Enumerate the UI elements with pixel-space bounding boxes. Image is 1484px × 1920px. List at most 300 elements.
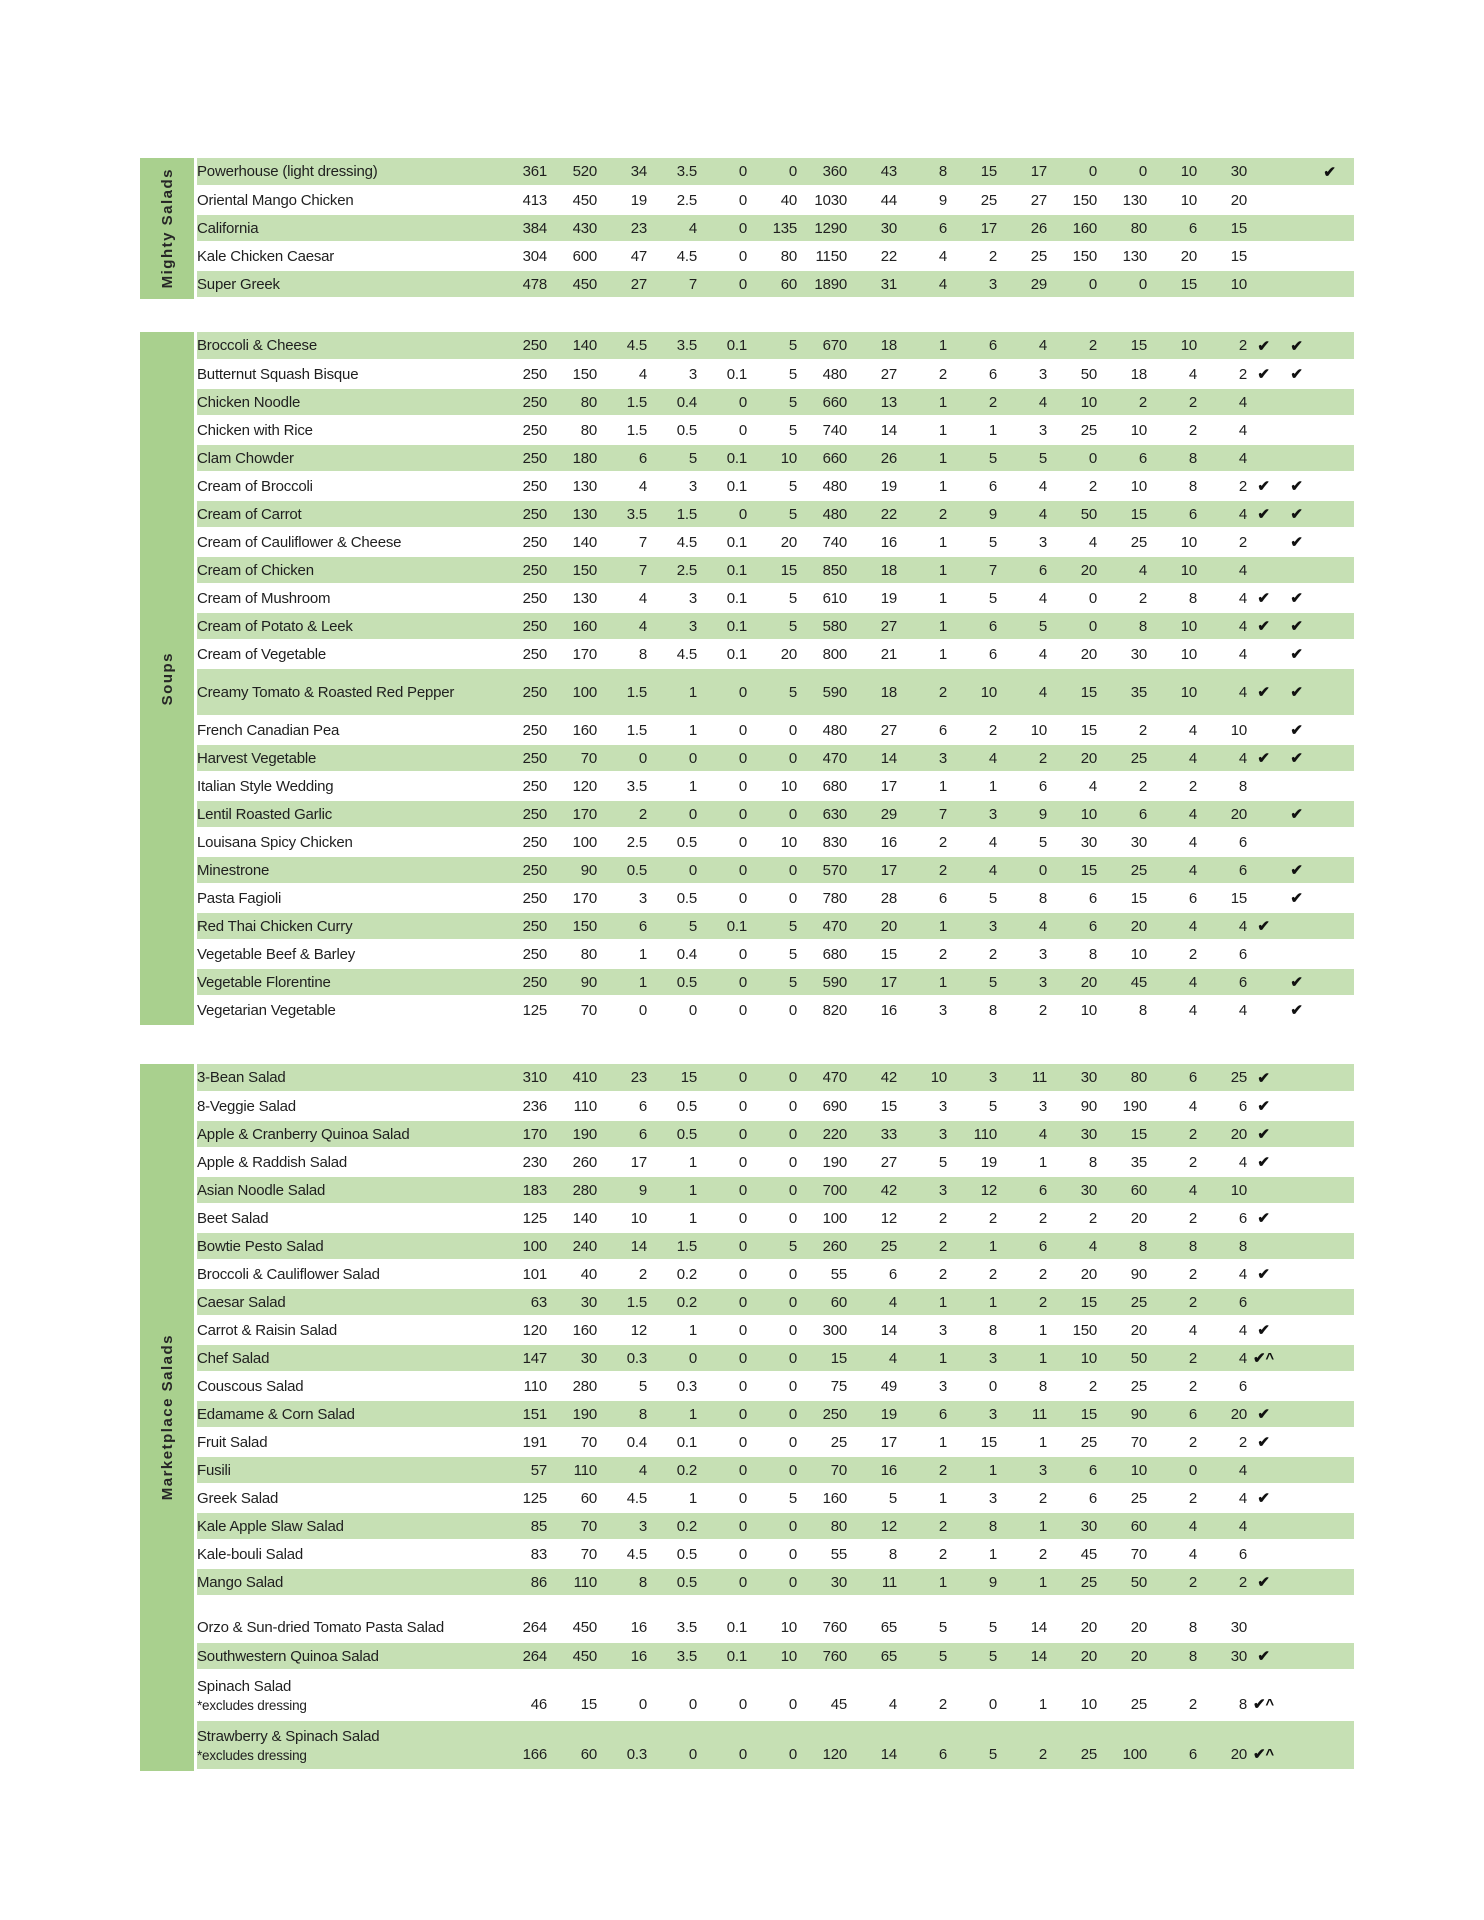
row-pad bbox=[1346, 744, 1354, 772]
value-cell: 250 bbox=[497, 884, 547, 912]
value-cell: 1 bbox=[997, 1148, 1047, 1176]
value-cell: 4 bbox=[997, 584, 1047, 612]
value-cell: 2 bbox=[1197, 360, 1247, 388]
value-cell: 4.5 bbox=[647, 242, 697, 270]
value-cell: 0 bbox=[597, 996, 647, 1024]
value-cell: 0.5 bbox=[647, 1092, 697, 1120]
value-cell: 35 bbox=[1097, 1148, 1147, 1176]
value-cell: 60 bbox=[547, 1484, 597, 1512]
value-cell: 5 bbox=[947, 1720, 997, 1770]
value-cell: 110 bbox=[547, 1092, 597, 1120]
value-cell: 4 bbox=[1047, 772, 1097, 800]
table-row bbox=[197, 1092, 1354, 1120]
value-cell: 0 bbox=[647, 996, 697, 1024]
value-cell: 55 bbox=[797, 1260, 847, 1288]
table-row bbox=[197, 968, 1354, 996]
table-row bbox=[197, 940, 1354, 968]
value-cell: 3 bbox=[897, 1092, 947, 1120]
value-cell: 250 bbox=[497, 528, 547, 556]
item-name-text: Butternut Squash Bisque bbox=[197, 365, 359, 383]
value-cell: 690 bbox=[797, 1092, 847, 1120]
value-cell: 6 bbox=[947, 332, 997, 360]
value-cell: 75 bbox=[797, 1372, 847, 1400]
item-name bbox=[197, 1288, 497, 1316]
nutrition-table bbox=[197, 158, 1354, 299]
value-cell: 6 bbox=[997, 556, 1047, 584]
value-cell: 800 bbox=[797, 640, 847, 668]
row-pad bbox=[1346, 158, 1354, 186]
check-cell bbox=[1280, 416, 1313, 444]
table-row bbox=[197, 1288, 1354, 1316]
value-cell: 0 bbox=[697, 940, 747, 968]
item-name-text: Pasta Fagioli bbox=[197, 889, 282, 907]
item-name-text: Broccoli & Cheese bbox=[197, 337, 317, 354]
value-cell: 65 bbox=[847, 1614, 897, 1642]
value-cell: 0 bbox=[697, 186, 747, 214]
row-pad bbox=[1346, 1642, 1354, 1670]
table-row bbox=[197, 800, 1354, 828]
table-row bbox=[197, 584, 1354, 612]
item-name bbox=[197, 1456, 497, 1484]
check-mark: ✔ bbox=[1280, 360, 1313, 388]
table-row bbox=[197, 668, 1354, 716]
value-cell: 100 bbox=[497, 1232, 547, 1260]
check-cell bbox=[1280, 1372, 1313, 1400]
value-cell: 63 bbox=[497, 1288, 547, 1316]
value-cell: 44 bbox=[847, 186, 897, 214]
value-cell: 17 bbox=[597, 1148, 647, 1176]
check-mark: ✔ bbox=[1313, 158, 1346, 186]
value-cell: 250 bbox=[497, 472, 547, 500]
value-cell: 0 bbox=[697, 1400, 747, 1428]
value-cell: 250 bbox=[497, 912, 547, 940]
check-cell bbox=[1313, 1064, 1346, 1092]
check-cell bbox=[1247, 214, 1280, 242]
item-name bbox=[197, 1614, 497, 1642]
item-name bbox=[197, 1642, 497, 1670]
value-cell: 20 bbox=[747, 640, 797, 668]
value-cell: 25 bbox=[1097, 1288, 1147, 1316]
value-cell: 4 bbox=[997, 472, 1047, 500]
value-cell: 17 bbox=[997, 158, 1047, 186]
item-name-text: Louisana Spicy Chicken bbox=[197, 833, 353, 851]
value-cell: 760 bbox=[797, 1614, 847, 1642]
value-cell: 0.1 bbox=[697, 472, 747, 500]
value-cell: 480 bbox=[797, 716, 847, 744]
table-row bbox=[197, 1064, 1354, 1092]
row-pad bbox=[1346, 1400, 1354, 1428]
value-cell: 1 bbox=[897, 472, 947, 500]
value-cell: 17 bbox=[847, 968, 897, 996]
value-cell: 20 bbox=[1197, 186, 1247, 214]
table-row bbox=[197, 1260, 1354, 1288]
value-cell: 3 bbox=[947, 270, 997, 298]
value-cell: 250 bbox=[497, 800, 547, 828]
value-cell: 49 bbox=[847, 1372, 897, 1400]
check-cell bbox=[1247, 242, 1280, 270]
value-cell: 15 bbox=[1047, 1400, 1097, 1428]
value-cell: 1 bbox=[897, 556, 947, 584]
value-cell: 6 bbox=[1047, 1484, 1097, 1512]
item-name-text: Vegetable Beef & Barley bbox=[197, 945, 356, 963]
value-cell: 3.5 bbox=[647, 1642, 697, 1670]
value-cell: 2 bbox=[997, 744, 1047, 772]
value-cell: 6 bbox=[1047, 1456, 1097, 1484]
value-cell: 1 bbox=[947, 1232, 997, 1260]
check-cell bbox=[1247, 270, 1280, 298]
value-cell: 50 bbox=[1047, 500, 1097, 528]
check-cell bbox=[1313, 1316, 1346, 1344]
value-cell: 3 bbox=[997, 416, 1047, 444]
value-cell: 10 bbox=[1047, 1344, 1097, 1372]
value-cell: 0.1 bbox=[697, 640, 747, 668]
table-row bbox=[197, 270, 1354, 298]
value-cell: 17 bbox=[847, 772, 897, 800]
check-cell bbox=[1280, 444, 1313, 472]
item-name bbox=[197, 332, 497, 360]
value-cell: 4 bbox=[1197, 912, 1247, 940]
value-cell: 190 bbox=[1097, 1092, 1147, 1120]
value-cell: 4 bbox=[997, 668, 1047, 716]
section-mighty-salads bbox=[140, 158, 1354, 299]
value-cell: 6 bbox=[1197, 1204, 1247, 1232]
value-cell: 0.3 bbox=[597, 1344, 647, 1372]
value-cell: 60 bbox=[547, 1720, 597, 1770]
item-name bbox=[197, 940, 497, 968]
value-cell: 0.4 bbox=[597, 1428, 647, 1456]
value-cell: 80 bbox=[547, 388, 597, 416]
table-row bbox=[197, 996, 1354, 1024]
value-cell: 610 bbox=[797, 584, 847, 612]
value-cell: 14 bbox=[997, 1614, 1047, 1642]
item-name-text: Vegetable Florentine bbox=[197, 973, 331, 991]
value-cell: 130 bbox=[1097, 186, 1147, 214]
value-cell: 4 bbox=[1197, 744, 1247, 772]
value-cell: 0 bbox=[747, 1288, 797, 1316]
check-cell bbox=[1313, 996, 1346, 1024]
check-cell bbox=[1313, 472, 1346, 500]
item-name-text: Cream of Mushroom bbox=[197, 589, 331, 607]
value-cell: 160 bbox=[547, 716, 597, 744]
value-cell: 0.1 bbox=[697, 360, 747, 388]
item-name bbox=[197, 828, 497, 856]
row-pad bbox=[1346, 1344, 1354, 1372]
value-cell: 7 bbox=[597, 528, 647, 556]
check-mark: ✔ bbox=[1247, 1400, 1280, 1428]
section-soups bbox=[140, 332, 1354, 1025]
value-cell: 2 bbox=[997, 1720, 1047, 1770]
row-pad bbox=[1346, 360, 1354, 388]
value-cell: 19 bbox=[947, 1148, 997, 1176]
check-cell bbox=[1313, 360, 1346, 388]
value-cell: 0 bbox=[647, 1720, 697, 1770]
value-cell: 80 bbox=[1097, 1064, 1147, 1092]
table-row bbox=[197, 1456, 1354, 1484]
value-cell: 30 bbox=[1047, 1176, 1097, 1204]
value-cell: 20 bbox=[1097, 1204, 1147, 1232]
check-cell bbox=[1247, 968, 1280, 996]
value-cell: 5 bbox=[947, 1642, 997, 1670]
check-cell bbox=[1280, 1670, 1313, 1720]
value-cell: 590 bbox=[797, 668, 847, 716]
item-name bbox=[197, 242, 497, 270]
value-cell: 2 bbox=[1197, 528, 1247, 556]
value-cell: 2 bbox=[947, 716, 997, 744]
value-cell: 4 bbox=[1147, 1092, 1197, 1120]
check-cell bbox=[1313, 1176, 1346, 1204]
value-cell: 1 bbox=[897, 332, 947, 360]
value-cell: 29 bbox=[847, 800, 897, 828]
check-cell bbox=[1280, 270, 1313, 298]
check-mark: ✔ bbox=[1247, 1428, 1280, 1456]
value-cell: 15 bbox=[947, 158, 997, 186]
value-cell: 4 bbox=[1197, 1512, 1247, 1540]
value-cell: 0 bbox=[697, 270, 747, 298]
value-cell: 280 bbox=[547, 1176, 597, 1204]
check-cell bbox=[1280, 1204, 1313, 1232]
item-name bbox=[197, 472, 497, 500]
value-cell: 1 bbox=[897, 1428, 947, 1456]
check-cell bbox=[1313, 1670, 1346, 1720]
value-cell: 70 bbox=[547, 996, 597, 1024]
value-cell: 0 bbox=[747, 856, 797, 884]
check-mark: ✔ bbox=[1247, 1568, 1280, 1596]
value-cell: 10 bbox=[747, 1614, 797, 1642]
value-cell: 1 bbox=[897, 1288, 947, 1316]
value-cell: 6 bbox=[597, 1120, 647, 1148]
value-cell: 6 bbox=[947, 640, 997, 668]
value-cell: 30 bbox=[1047, 1120, 1097, 1148]
value-cell: 2 bbox=[1097, 772, 1147, 800]
item-name bbox=[197, 556, 497, 584]
value-cell: 4 bbox=[1197, 556, 1247, 584]
check-cell bbox=[1280, 186, 1313, 214]
value-cell: 2 bbox=[897, 856, 947, 884]
value-cell: 6 bbox=[1097, 800, 1147, 828]
value-cell: 110 bbox=[547, 1568, 597, 1596]
value-cell: 0 bbox=[697, 416, 747, 444]
value-cell: 0 bbox=[697, 388, 747, 416]
item-name-text: Orzo & Sun-dried Tomato Pasta Salad bbox=[197, 1619, 445, 1636]
value-cell: 8 bbox=[1097, 996, 1147, 1024]
value-cell: 20 bbox=[1047, 968, 1097, 996]
value-cell: 6 bbox=[897, 214, 947, 242]
value-cell: 2 bbox=[1197, 1568, 1247, 1596]
item-name bbox=[197, 1148, 497, 1176]
check-cell bbox=[1280, 1092, 1313, 1120]
value-cell: 14 bbox=[597, 1232, 647, 1260]
value-cell: 8 bbox=[1147, 1614, 1197, 1642]
value-cell: 6 bbox=[1197, 856, 1247, 884]
value-cell: 10 bbox=[747, 444, 797, 472]
value-cell: 86 bbox=[497, 1568, 547, 1596]
check-mark: ✔ bbox=[1280, 856, 1313, 884]
table-row bbox=[197, 1400, 1354, 1428]
item-name bbox=[197, 1260, 497, 1288]
item-name-text: Chicken with Rice bbox=[197, 421, 313, 439]
item-name-text: Spinach Salad bbox=[197, 1678, 292, 1695]
value-cell: 0 bbox=[747, 1316, 797, 1344]
check-mark: ✔ bbox=[1247, 1204, 1280, 1232]
value-cell: 19 bbox=[847, 472, 897, 500]
value-cell: 4 bbox=[1197, 996, 1247, 1024]
value-cell: 250 bbox=[497, 612, 547, 640]
value-cell: 57 bbox=[497, 1456, 547, 1484]
value-cell: 2 bbox=[1047, 332, 1097, 360]
value-cell: 3 bbox=[997, 528, 1047, 556]
value-cell: 6 bbox=[1047, 912, 1097, 940]
value-cell: 3 bbox=[897, 996, 947, 1024]
check-cell bbox=[1313, 1288, 1346, 1316]
row-pad bbox=[1346, 1288, 1354, 1316]
value-cell: 18 bbox=[847, 668, 897, 716]
value-cell: 15 bbox=[1197, 242, 1247, 270]
value-cell: 83 bbox=[497, 1540, 547, 1568]
table-row bbox=[197, 1316, 1354, 1344]
value-cell: 43 bbox=[847, 158, 897, 186]
value-cell: 10 bbox=[1147, 186, 1197, 214]
value-cell: 101 bbox=[497, 1260, 547, 1288]
check-cell bbox=[1313, 884, 1346, 912]
value-cell: 1 bbox=[647, 716, 697, 744]
item-name bbox=[197, 528, 497, 556]
value-cell: 5 bbox=[997, 612, 1047, 640]
value-cell: 3 bbox=[897, 1316, 947, 1344]
value-cell: 0 bbox=[1047, 612, 1097, 640]
check-cell bbox=[1313, 500, 1346, 528]
row-pad bbox=[1346, 186, 1354, 214]
section-label: Marketplace Salads bbox=[158, 1334, 176, 1501]
value-cell: 0.2 bbox=[647, 1260, 697, 1288]
value-cell: 10 bbox=[1147, 668, 1197, 716]
value-cell: 580 bbox=[797, 612, 847, 640]
value-cell: 0 bbox=[647, 744, 697, 772]
value-cell: 0.5 bbox=[647, 1120, 697, 1148]
check-cell bbox=[1313, 800, 1346, 828]
row-pad bbox=[1346, 800, 1354, 828]
item-name-text: Lentil Roasted Garlic bbox=[197, 805, 333, 823]
value-cell: 250 bbox=[497, 500, 547, 528]
value-cell: 8 bbox=[1197, 1232, 1247, 1260]
item-name-text: Chef Salad bbox=[197, 1349, 270, 1367]
value-cell: 1 bbox=[597, 940, 647, 968]
item-name bbox=[197, 158, 497, 186]
item-name-text: 8-Veggie Salad bbox=[197, 1097, 296, 1115]
value-cell: 12 bbox=[947, 1176, 997, 1204]
value-cell: 15 bbox=[1197, 214, 1247, 242]
value-cell: 2 bbox=[997, 1540, 1047, 1568]
value-cell: 0 bbox=[697, 1064, 747, 1092]
check-mark: ✔ bbox=[1247, 584, 1280, 612]
row-pad bbox=[1346, 332, 1354, 360]
value-cell: 850 bbox=[797, 556, 847, 584]
check-cell bbox=[1247, 1456, 1280, 1484]
item-name bbox=[197, 1204, 497, 1232]
check-cell bbox=[1247, 1540, 1280, 1568]
value-cell: 3 bbox=[997, 968, 1047, 996]
value-cell: 3.5 bbox=[597, 500, 647, 528]
value-cell: 70 bbox=[1097, 1428, 1147, 1456]
value-cell: 4 bbox=[947, 828, 997, 856]
value-cell: 0 bbox=[747, 996, 797, 1024]
row-pad bbox=[1346, 716, 1354, 744]
check-cell bbox=[1313, 640, 1346, 668]
value-cell: 0 bbox=[747, 1148, 797, 1176]
value-cell: 15 bbox=[1197, 884, 1247, 912]
value-cell: 6 bbox=[947, 612, 997, 640]
value-cell: 160 bbox=[1047, 214, 1097, 242]
value-cell: 2 bbox=[1147, 1260, 1197, 1288]
check-mark: ✔ bbox=[1280, 800, 1313, 828]
value-cell: 1.5 bbox=[597, 416, 647, 444]
item-name-text: Southwestern Quinoa Salad bbox=[197, 1647, 379, 1665]
value-cell: 10 bbox=[1047, 800, 1097, 828]
value-cell: 23 bbox=[597, 214, 647, 242]
value-cell: 170 bbox=[497, 1120, 547, 1148]
value-cell: 0 bbox=[747, 1204, 797, 1232]
value-cell: 50 bbox=[1097, 1344, 1147, 1372]
value-cell: 480 bbox=[797, 360, 847, 388]
value-cell: 6 bbox=[1097, 444, 1147, 472]
row-pad bbox=[1346, 270, 1354, 298]
check-cell bbox=[1280, 242, 1313, 270]
value-cell: 42 bbox=[847, 1064, 897, 1092]
check-cell bbox=[1313, 1456, 1346, 1484]
value-cell: 6 bbox=[997, 1176, 1047, 1204]
value-cell: 2.5 bbox=[597, 828, 647, 856]
value-cell: 0.5 bbox=[647, 1540, 697, 1568]
value-cell: 30 bbox=[797, 1568, 847, 1596]
value-cell: 15 bbox=[1097, 884, 1147, 912]
value-cell: 135 bbox=[747, 214, 797, 242]
value-cell: 264 bbox=[497, 1614, 547, 1642]
value-cell: 8 bbox=[947, 996, 997, 1024]
value-cell: 1 bbox=[897, 388, 947, 416]
value-cell: 1 bbox=[647, 1204, 697, 1232]
value-cell: 15 bbox=[797, 1344, 847, 1372]
value-cell: 5 bbox=[747, 912, 797, 940]
value-cell: 45 bbox=[1097, 968, 1147, 996]
row-pad bbox=[1346, 1064, 1354, 1092]
value-cell: 1 bbox=[947, 1456, 997, 1484]
value-cell: 3 bbox=[947, 1400, 997, 1428]
value-cell: 4 bbox=[1147, 996, 1197, 1024]
value-cell: 5 bbox=[897, 1614, 947, 1642]
check-mark: ✔ bbox=[1247, 612, 1280, 640]
value-cell: 4 bbox=[647, 214, 697, 242]
value-cell: 0.1 bbox=[697, 528, 747, 556]
value-cell: 5 bbox=[747, 360, 797, 388]
value-cell: 4 bbox=[847, 1670, 897, 1720]
value-cell: 15 bbox=[1047, 716, 1097, 744]
table-row bbox=[197, 158, 1354, 186]
item-name bbox=[197, 640, 497, 668]
value-cell: 9 bbox=[897, 186, 947, 214]
value-cell: 2 bbox=[1147, 1670, 1197, 1720]
table-row bbox=[197, 912, 1354, 940]
value-cell: 8 bbox=[1197, 772, 1247, 800]
value-cell: 740 bbox=[797, 528, 847, 556]
value-cell: 590 bbox=[797, 968, 847, 996]
row-pad bbox=[1346, 612, 1354, 640]
check-cell bbox=[1247, 1372, 1280, 1400]
value-cell: 27 bbox=[997, 186, 1047, 214]
value-cell: 18 bbox=[847, 556, 897, 584]
check-mark: ✔ bbox=[1247, 1260, 1280, 1288]
value-cell: 10 bbox=[897, 1064, 947, 1092]
check-cell bbox=[1313, 612, 1346, 640]
value-cell: 120 bbox=[497, 1316, 547, 1344]
